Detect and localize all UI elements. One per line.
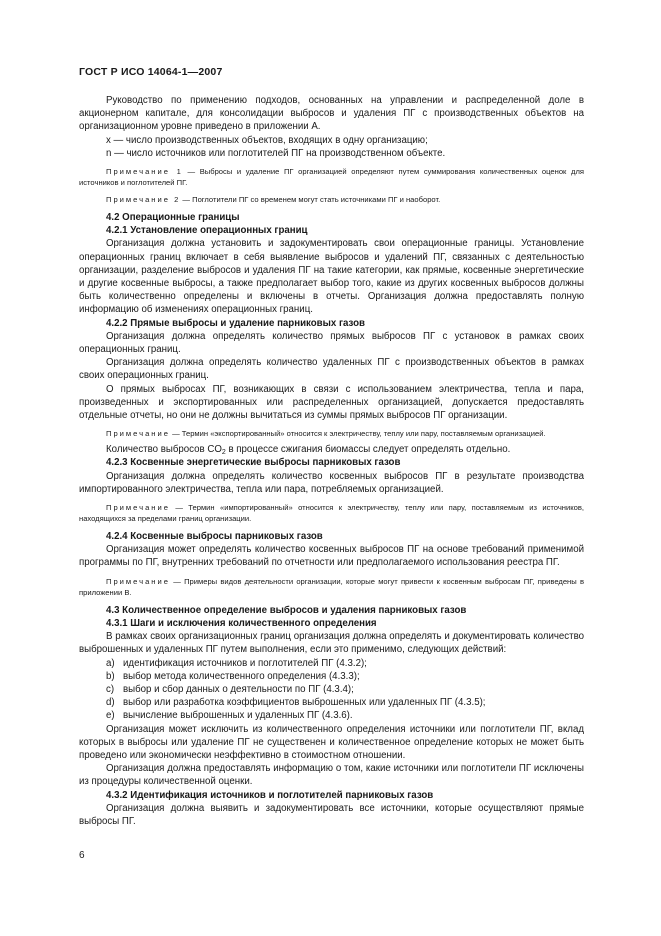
list-item	[79, 709, 584, 722]
paragraph-exclusion: Организация может исключить из количественного определения источники или поглотители ПГ, вклад которых в выбросы или удаление ПГ не существенен и количественное определение которых не может быть проведено или экономически неэффективно в стоимостном отношении.	[79, 723, 584, 761]
paragraph-4-2-1: Организация должна установить и задокументировать свои операционные границы. Установление операционных границ включает в себя выявление выбросов и удалений ПГ, связанных с деятельностью организации, разделение выбросов и удаления ПГ на такие категории, как прямые, косвенные энергетические и другие косвенные выбросы, а также предполагает выбор того, какие из других косвенных выбросов должны быть количественно определены и включены в отчеты. Организация должна предоставлять полную информацию об изменениях операционных границ.	[79, 238, 584, 316]
list-text: идентификация источников и поглотителей ПГ (4.3.2);	[123, 657, 367, 669]
paragraph-4-2-4: Организация может определять количество косвенных выбросов ПГ на основе требований применимой программы по ПГ, внутренних требований по отчетности или предполагаемого использования реестра ПГ.	[79, 544, 584, 569]
paragraph-exclusion-info: Организация должна предоставлять информацию о том, какие источники или поглотители ПГ исключены из процедуры количественной оценки.	[79, 763, 584, 788]
paragraph-4-3-1: В рамках своих организационных границ организация должна определять и документировать количество выброшенных и удаленных ПГ путем выполнения, если это применимо, следующих действий:	[79, 631, 584, 656]
list-item	[79, 670, 584, 683]
co2-subscript: 2	[221, 449, 226, 457]
co2-text-pre: Количество выбросов CO	[106, 444, 222, 456]
note-5	[79, 576, 584, 598]
note-2-text: — Поглотители ПГ со временем могут стать источниками ПГ и наоборот.	[180, 195, 441, 205]
paragraph-4-2-2a: Организация должна определять количество прямых выбросов ПГ с установок в рамках своих операционных границ.	[79, 330, 584, 356]
heading-4-2-2: 4.2.2 Прямые выбросы и удаление парниковых газов	[106, 317, 365, 329]
list-item	[79, 696, 584, 709]
heading-4-2-3: 4.2.3 Косвенные энергетические выбросы парниковых газов	[106, 457, 401, 469]
list-marker: c)	[106, 683, 115, 695]
list-text: выбор и сбор данных о деятельности по ПГ (4.3.4);	[123, 683, 354, 695]
paragraph-4-2-2c: О прямых выбросах ПГ, возникающих в связи с использованием электричества, тепла и пара, произведенных и экспортированных или распределенных организацией, допускается предоставлять отдельные отчеты, но они не должны вычитаться из суммы прямых выбросов ПГ организации.	[79, 383, 584, 422]
paragraph-4-3-2: Организация должна выявить и задокументировать все источники, которые осуществляют прямые выбросы ПГ.	[79, 802, 584, 827]
list-marker: d)	[106, 697, 115, 709]
note-3	[79, 428, 584, 439]
note-2	[79, 194, 584, 205]
note-4	[79, 502, 584, 524]
list-text: вычисление выброшенных и удаленных ПГ (4.3.6).	[123, 710, 353, 722]
heading-4-3: 4.3 Количественное определение выбросов и удаления парниковых газов	[106, 604, 467, 616]
definition-n: n — число источников или поглотителей ПГ на производственном объекте.	[106, 147, 446, 159]
list-marker: b)	[106, 670, 115, 682]
page-number: 6	[79, 850, 85, 861]
note-4-text: — Термин «импортированный» относится к электричеству, теплу или пару, поставляемым из источников, находящихся за пределами границ организации.	[79, 503, 584, 524]
note-3-text: — Термин «экспортированный» относится к электричеству, теплу или пару, поставляемым организацией.	[169, 429, 546, 439]
note-1-label: Примечание 1	[106, 167, 183, 177]
note-2-label: Примечание 2	[106, 195, 181, 205]
list-text: выбор или разработка коэффициентов выброшенных или удаленных ПГ (4.3.5);	[123, 697, 486, 709]
paragraph-4-2-3: Организация должна определять количество косвенных выбросов ПГ в результате производства импортированного электричества, тепла или пара, потребляемых организацией.	[79, 470, 584, 495]
note-3-label: Примечание	[106, 429, 170, 439]
co2-text-post: в процессе сжигания биомассы следует определять отдельно.	[225, 444, 511, 456]
note-4-label: Примечание	[106, 503, 170, 513]
page-header: ГОСТ Р ИСО 14064-1—2007	[79, 66, 223, 78]
definition-x: x — число производственных объектов, входящих в одну организацию;	[106, 134, 428, 146]
heading-4-2: 4.2 Операционные границы	[106, 212, 240, 224]
heading-4-3-1: 4.3.1 Шаги и исключения количественного определения	[106, 617, 377, 629]
heading-4-3-2: 4.3.2 Идентификация источников и поглотителей парниковых газов	[106, 789, 434, 801]
note-1	[79, 166, 584, 188]
paragraph-intro: Руководство по применению подходов, основанных на управлении и распределенной доле в акционерном капитале, для консолидации выбросов и удаления ПГ с производственных объектов на организационном уровне приведено в приложении А.	[79, 95, 584, 133]
note-5-label: Примечание	[106, 576, 170, 586]
page-content	[79, 94, 584, 828]
list-item	[79, 657, 584, 670]
heading-4-2-4: 4.2.4 Косвенные выбросы парниковых газов	[106, 531, 323, 543]
note-1-text: — Выбросы и удаление ПГ организацией определяют путем суммирования количественных оценок для источников и поглотителей ПГ.	[79, 167, 584, 188]
list-marker: e)	[106, 710, 115, 722]
paragraph-co2	[79, 443, 584, 456]
list-marker: a)	[106, 657, 115, 669]
paragraph-4-2-2b: Организация должна определять количество удаленных ПГ с производственных объектов в рамках своих операционных границ.	[79, 357, 584, 382]
heading-4-2-1: 4.2.1 Установление операционных границ	[106, 225, 308, 237]
list-item	[79, 683, 584, 696]
note-5-text: — Примеры видов деятельности организации, которые могут привести к косвенным выбросам ПГ, приведены в приложении В.	[79, 576, 584, 597]
list-text: выбор метода количественного определения (4.3.3);	[123, 670, 360, 682]
